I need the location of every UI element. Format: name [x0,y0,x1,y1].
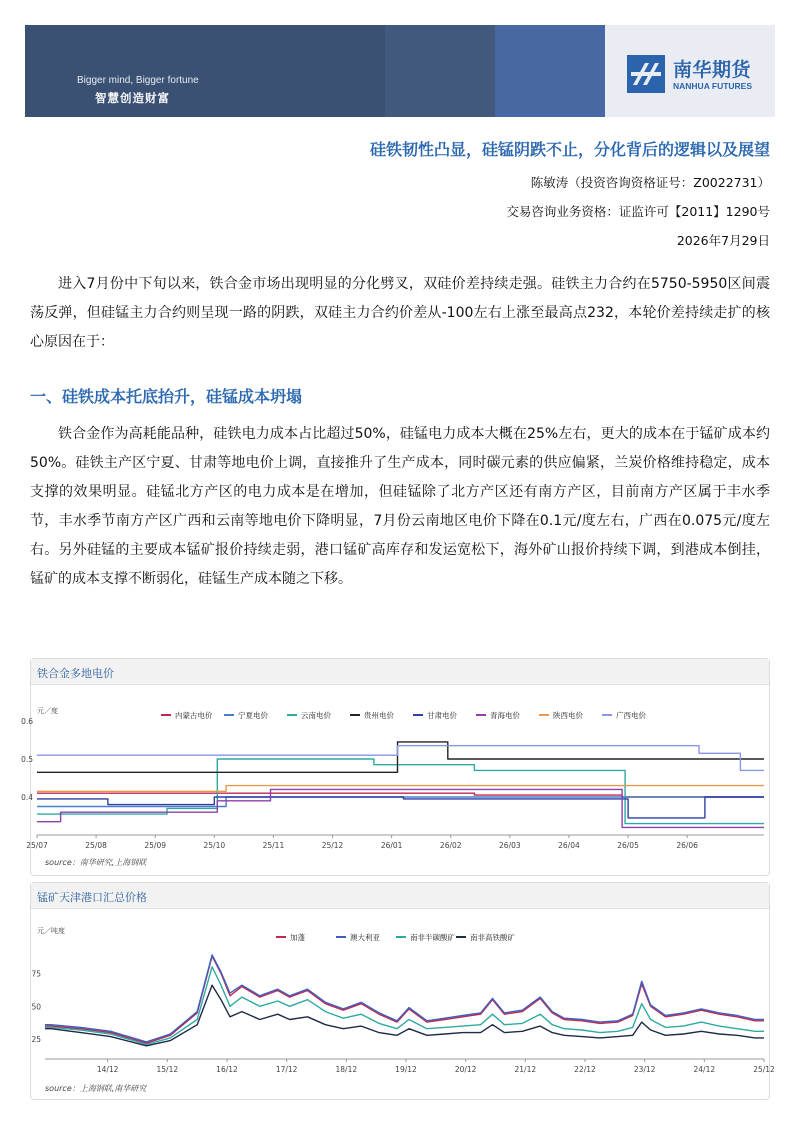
chart-source: source：上海钢联,南华研究 [45,1084,147,1093]
x-tick-label: 14/12 [96,1065,119,1074]
series-line [37,742,764,772]
legend-label: 陕西电价 [553,711,583,720]
x-tick-label: 19/12 [395,1065,417,1074]
legend-label: 南非高铁酸矿 [470,933,515,942]
chart-power-price-svg [21,685,769,850]
x-tick-label: 18/12 [335,1065,358,1074]
slogan-english: Bigger mind, Bigger fortune [77,75,199,86]
x-tick-label: 25/12 [753,1065,775,1074]
section-paragraph: 铁合金作为高耗能品种，硅铁电力成本占比超过50%，硅锰电力成本大概在25%左右，更大的成本在于锰矿成本约50%。硅铁主产区宁夏、甘肃等地电价上调，直接推升了生产成本，同时碳元素的供应偏紧，兰炭价格维持稳定，成本支撑的效果明显。硅锰北方产区的电力成本是在增加，但硅锰除了北方产区还有南方产区，目前南方产区属于丰水季节，丰水季节南方产区广西和云南等地电价下降明显，7月份云南地区电价下降在0.1元/度左右，广西在0.075元/度左右。另外硅锰的主要成本锰矿报价持续走弱，港口锰矿高库存和发运宽松下，海外矿山报价持续下调，到港成本倒挂，锰矿的成本支撑不断弱化，硅锰生产成本随之下移。 [30,426,770,587]
intro-paragraph: 进入7月份中下旬以来，铁合金市场出现明显的分化劈叉，双硅价差持续走强。硅铁主力合约在5750-5950区间震荡反弹，但硅锰主力合约则呈现一路的阴跌，双硅主力合约价差从-100左右上涨至最高点232，本轮价差持续走扩的核心原因在于： [30,276,770,350]
x-tick-label: 26/02 [439,841,462,850]
section-heading: 一、硅铁成本托底抬升，硅锰成本坍塌 [30,387,303,406]
series-line [37,786,764,792]
x-tick-label: 25/12 [321,841,344,850]
x-tick-label: 26/04 [558,841,580,850]
x-tick-label: 25/11 [262,841,285,850]
banner-band [495,25,610,117]
author-line: 陈敏涛（投资咨询资格证号：Z0022731） [530,175,770,190]
x-tick-label: 15/12 [156,1065,179,1074]
chart-source: source：南华研究,上海钢联 [45,858,147,867]
legend-label: 贵州电价 [364,711,394,720]
x-tick-label: 26/05 [617,841,639,850]
legend-label: 澳大利亚 [350,933,380,942]
legend-label: 广西电价 [616,711,646,720]
legend-label: 南非半碳酸矿 [410,933,455,942]
series-line [45,955,764,1042]
x-tick-label: 20/12 [454,1065,477,1074]
x-tick-label: 25/07 [26,841,48,850]
slogan-chinese: 智慧创造财富 [95,91,170,105]
publish-date: 2026年7月29日 [676,233,770,248]
x-tick-label: 21/12 [514,1065,537,1074]
x-tick-label: 26/06 [676,841,698,850]
x-tick-label: 22/12 [574,1065,596,1074]
header-banner [25,25,775,117]
legend-label: 内蒙古电价 [175,711,213,720]
y-tick-label: 25 [31,1035,41,1045]
article-title: 硅铁韧性凸显，硅锰阴跌不止，分化背后的逻辑以及展望 [369,140,770,159]
legend-label: 加蓬 [290,933,305,942]
x-tick-label: 26/03 [499,841,521,850]
legend-label: 云南电价 [301,711,331,720]
chart-manganese-price [30,882,775,1100]
x-tick-label: 26/01 [380,841,403,850]
chart-title: 铁合金多地电价 [31,659,769,685]
x-tick-label: 25/08 [85,841,107,850]
x-tick-label: 25/09 [144,841,167,850]
series-line [37,789,764,827]
legend-label: 宁夏电价 [238,711,268,720]
y-tick-label: 50 [31,1002,41,1012]
y-tick-label: 75 [31,969,41,979]
x-tick-label: 23/12 [633,1065,656,1074]
license-line: 交易咨询业务资格：证监许可【2011】1290号 [506,204,770,219]
legend-label: 青海电价 [490,711,520,720]
legend-label: 甘肃电价 [427,711,457,720]
series-line [37,746,764,771]
chart-power-price [21,658,770,876]
y-tick-label: 0.5 [21,755,33,764]
y-tick-label: 0.6 [21,717,33,726]
chart-title: 锰矿天津港口汇总价格 [31,883,769,909]
nanhua-logo-icon [627,55,665,93]
x-tick-label: 24/12 [693,1065,716,1074]
x-tick-label: 16/12 [216,1065,238,1074]
series-line [45,985,764,1046]
y-axis-label: 元／度 [37,707,58,715]
x-tick-label: 25/10 [203,841,226,850]
y-tick-label: 0.4 [21,793,33,802]
logo-text: 南华期货 [673,59,752,81]
chart-manganese-price-svg [31,909,775,1077]
series-line [45,967,764,1045]
logo-subtext: NANHUA FUTURES [673,81,753,91]
series-line [45,956,764,1043]
y-axis-label: 元／吨度 [37,927,65,935]
x-tick-label: 17/12 [275,1065,298,1074]
